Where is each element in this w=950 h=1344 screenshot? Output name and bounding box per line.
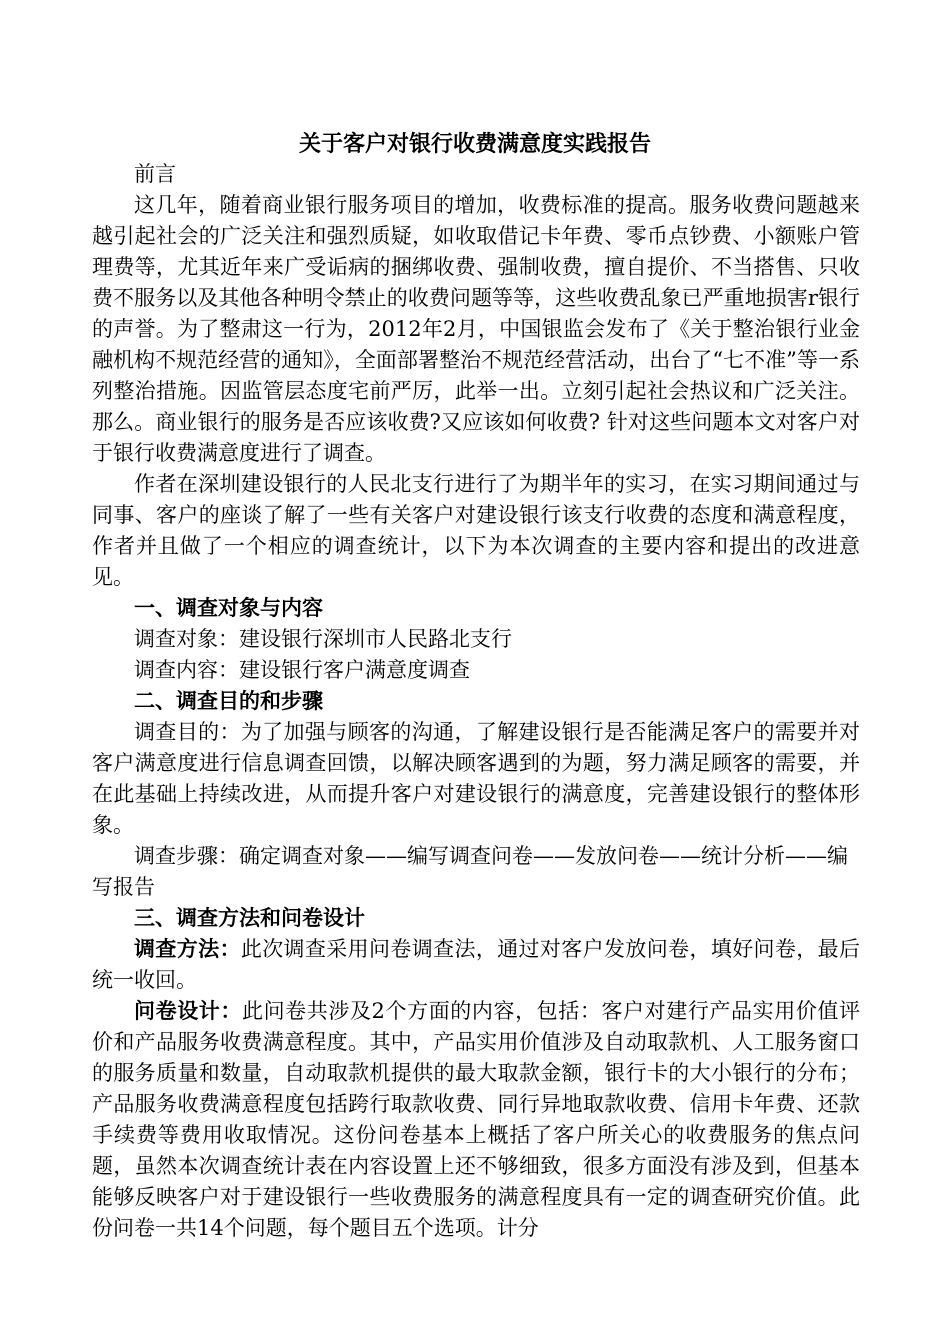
section-heading-2: 二、调查目的和步骤 [134, 689, 323, 713]
questionnaire-design-paragraph [92, 996, 860, 1244]
document-body [92, 159, 860, 1244]
questionnaire-design-label: 问卷设计： [134, 999, 242, 1023]
paragraph-intro: 这几年，随着商业银行服务项目的增加，收费标准的提高。服务收费问题越来越引起社会的广泛关注和强烈质疑，如收取借记卡年费、零币点钞费、小额账户管理费等，尤其近年来广受诟病的捆绑收费、强制收费，擅自提价、不当搭售、只收费不服务以及其他各种明令禁止的收费问题等等，这些收费乱象已严重地损害r银行的声誉。为了整肃这一行为，2012年2月，中国银监会发布了《关于整治银行业金融机构不规范经营的通知》，全面部署整治不规范经营活动，出台了“七不准”等一系列整治措施。因监管层态度宅前严厉，此举一出。立刻引起社会热议和广泛关注。那么。商业银行的服务是否应该收费?又应该如何收费? 针对这些问题本文对客户对于银行收费满意度进行了调查。 [92, 193, 860, 465]
survey-object: 调查对象：建设银行深圳市人民路北支行 [134, 627, 512, 651]
section-heading-3: 三、调查方法和问卷设计 [134, 906, 365, 930]
survey-steps: 调查步骤：确定调查对象——编写调查问卷——发放问卷——统计分析——编写报告 [92, 844, 848, 899]
questionnaire-design-text: 此问卷共涉及2个方面的内容，包括：客户对建行产品实用价值评价和产品服务收费满意程度。其中，产品实用价值涉及自动取款机、人工服务窗口的服务质量和数量，自动取款机提供的最大取款金额，银行卡的大小银行的分布；产品服务收费满意程度包括跨行取款收费、同行异地取款收费、信用卡年费、还款手续费等费用收取情况。这份问卷基本上概括了客户所关心的收费服务的焦点问题，虽然本次调查统计表在内容设置上还不够细致，很多方面没有涉及到，但基本能够反映客户对于建设银行一些收费服务的满意程度具有一定的调查研究价值。此份问卷一共14个问题，每个题目五个选项。计分 [92, 999, 861, 1240]
paragraph-author: 作者在深圳建设银行的人民北支行进行了为期半年的实习，在实习期间通过与同事、客户的座谈了解了一些有关客户对建设银行该支行收费的态度和满意程度，作者并且做了一个相应的调查统计，以下为本次调查的主要内容和提出的改进意见。 [92, 472, 860, 589]
survey-method-paragraph [92, 934, 860, 996]
survey-purpose: 调查目的：为了加强与顾客的沟通，了解建设银行是否能满足客户的需要并对客户满意度进行信息调查回馈，以解决顾客遇到的为题，努力满足顾客的需要，并在此基础上持续改进，从而提升客户对建设银行的满意度，完善建设银行的整体形象。 [92, 720, 860, 837]
survey-content: 调查内容：建设银行客户满意度调查 [134, 658, 470, 682]
preface-heading: 前言 [134, 162, 176, 186]
survey-method-label: 调查方法： [134, 937, 241, 961]
section-heading-1: 一、调查对象与内容 [134, 596, 323, 620]
document-title: 关于客户对银行收费满意度实践报告 [298, 132, 651, 157]
survey-method-text: 此次调查采用问卷调查法，通过对客户发放问卷，填好问卷，最后统一收回。 [92, 937, 861, 992]
